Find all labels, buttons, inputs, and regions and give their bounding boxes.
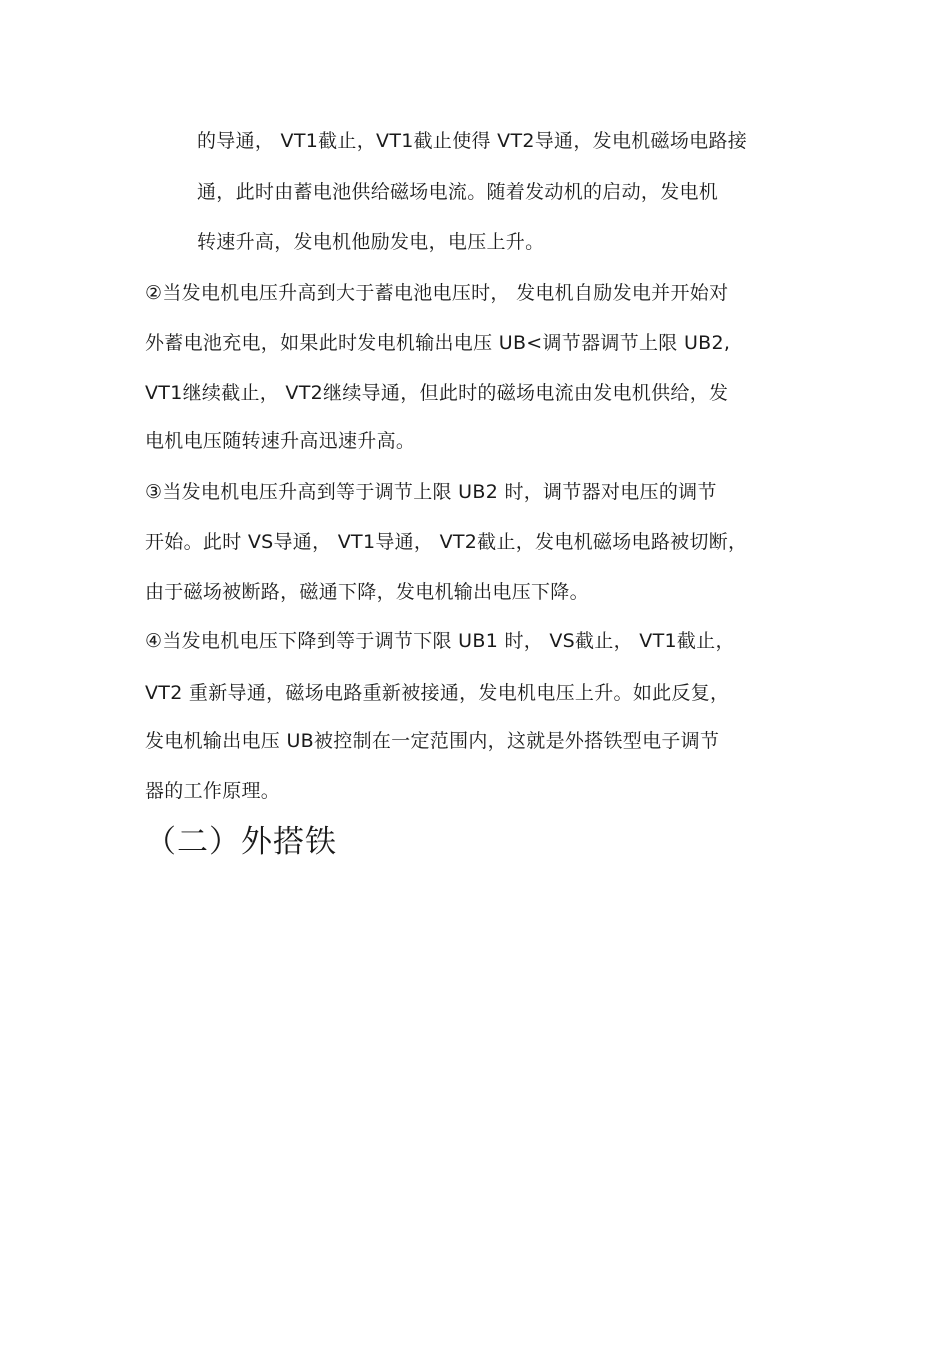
paragraph-line-1: 的导通， VT1截止，VT1截止使得 VT2导通，发电机磁场电路接 <box>197 130 748 152</box>
paragraph-line-5: 外蓄电池充电，如果此时发电机输出电压 UB<调节器调节上限 UB2, <box>145 332 731 354</box>
paragraph-line-13: 发电机输出电压 UB被控制在一定范围内，这就是外搭铁型电子调节 <box>145 730 720 752</box>
paragraph-line-3: 转速升高，发电机他励发电，电压上升。 <box>197 231 545 253</box>
paragraph-line-2: 通，此时由蓄电池供给磁场电流。随着发动机的启动，发电机 <box>197 181 719 203</box>
paragraph-line-11: ④当发电机电压下降到等于调节下限 UB1 时， VS截止， VT1截止， <box>145 630 735 652</box>
paragraph-line-10: 由于磁场被断路，磁通下降，发电机输出电压下降。 <box>145 581 589 603</box>
paragraph-line-12: VT2 重新导通，磁场电路重新被接通，发电机电压上升。如此反复， <box>145 682 730 704</box>
paragraph-line-9: 开始。此时 VS导通， VT1导通， VT2截止，发电机磁场电路被切断， <box>145 531 748 553</box>
paragraph-line-8: ③当发电机电压升高到等于调节上限 UB2 时，调节器对电压的调节 <box>145 481 717 503</box>
paragraph-line-4: ②当发电机电压升高到大于蓄电池电压时， 发电机自励发电并开始对 <box>145 282 729 304</box>
paragraph-line-6: VT1继续截止， VT2继续导通，但此时的磁场电流由发电机供给，发 <box>145 382 729 404</box>
paragraph-line-14: 器的工作原理。 <box>145 780 281 802</box>
paragraph-line-7: 电机电压随转速升高迅速升高。 <box>145 430 416 452</box>
section-heading: （二）外搭铁 <box>145 824 337 860</box>
